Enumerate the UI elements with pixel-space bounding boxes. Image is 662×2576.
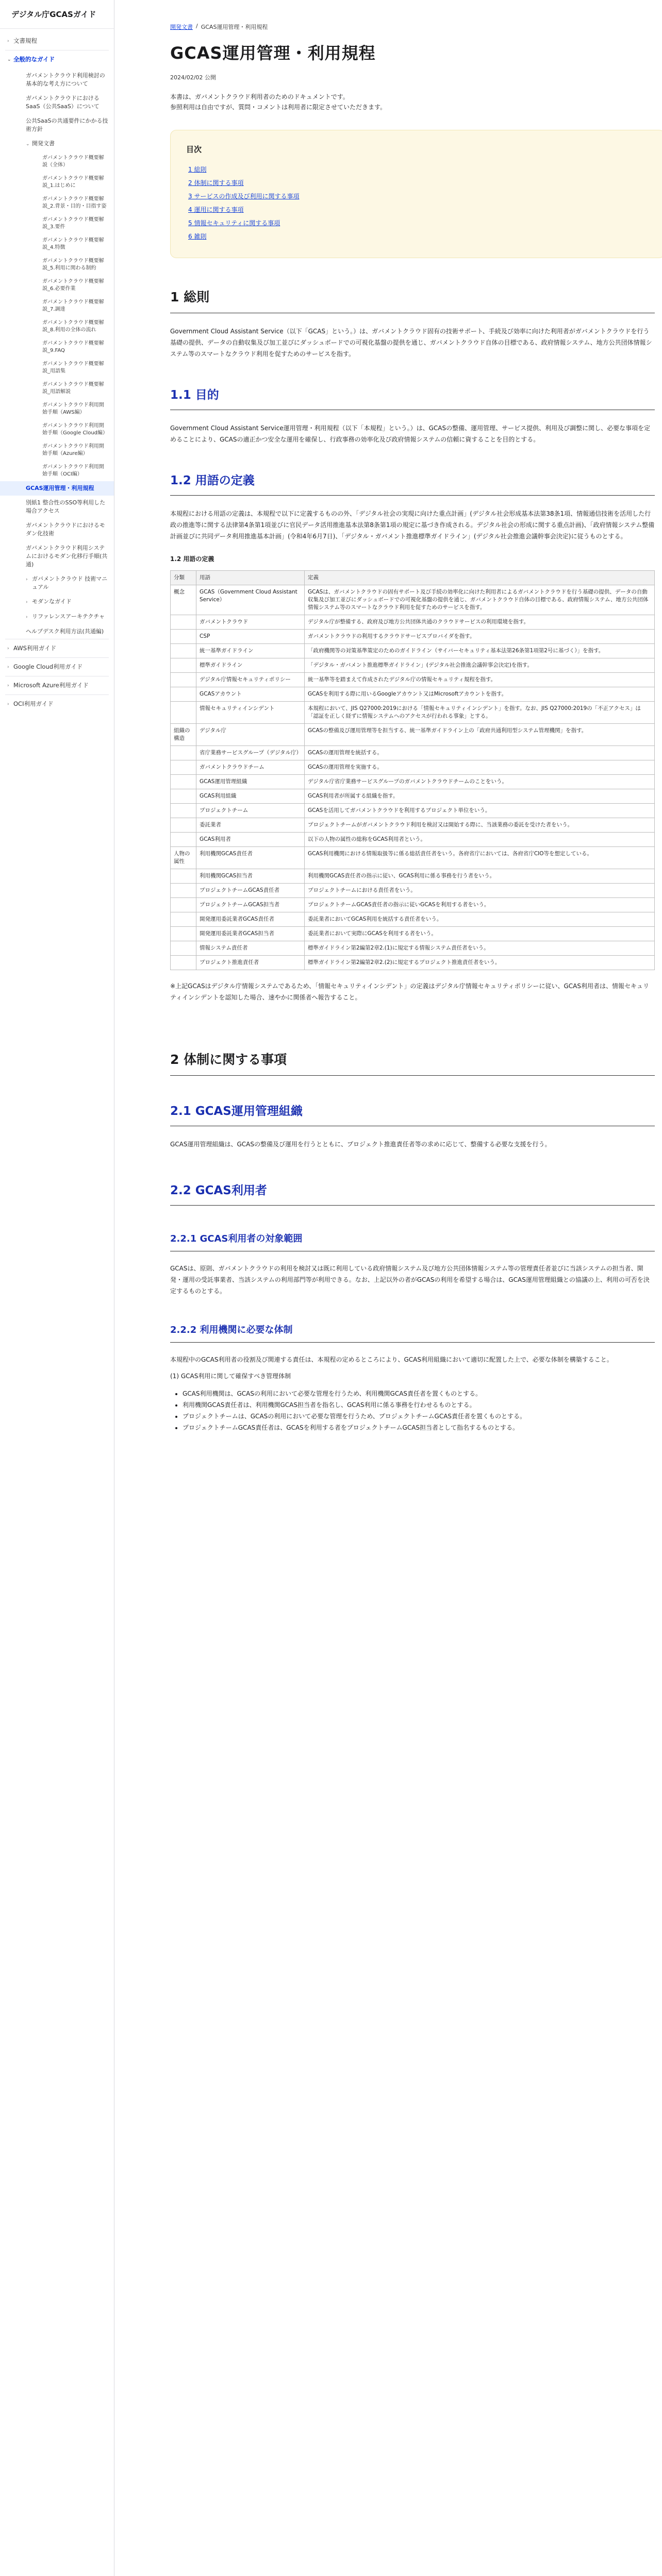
section-heading: 2.2 GCAS利用者 xyxy=(170,1181,655,1206)
definition-cell: 標準ガイドライン第2編第2章2.(1)に規定する情報システム責任者をいう。 xyxy=(305,941,655,956)
toc-link[interactable]: 3 サービスの作成及び利用に関する事項 xyxy=(188,193,300,200)
table-row xyxy=(171,615,655,630)
category-cell xyxy=(171,789,196,804)
chevron-right-icon: › xyxy=(26,577,28,582)
sidebar-item-label: ガバメントクラウド概要解説_5.利用に関わる制約 xyxy=(42,258,104,271)
sidebar-item[interactable] xyxy=(0,172,114,193)
definition-cell: 以下の人物の属性の総称をGCAS利用者という。 xyxy=(305,833,655,847)
sidebar-item[interactable] xyxy=(0,624,114,639)
definition-cell: 「デジタル・ガバメント推進標準ガイドライン」(デジタル社会推進会議幹事会決定)を指す。 xyxy=(305,658,655,673)
section-text: 本規程中のGCAS利用者の役割及び関連する責任は、本規程の定めるところにより、GCAS利用組織において適切に配置した上で、必要な体制を構築すること。 xyxy=(170,1356,613,1363)
table-row xyxy=(171,724,655,746)
term-cell: 情報システム責任者 xyxy=(196,941,305,956)
sidebar-item-label: ガバメントクラウド利用開始手順（Google Cloud編） xyxy=(42,423,108,436)
category-cell xyxy=(171,630,196,644)
sidebar-item[interactable] xyxy=(0,378,114,399)
main-content xyxy=(170,0,655,1433)
term-cell: GCAS利用者 xyxy=(196,833,305,847)
table-row xyxy=(171,673,655,687)
sidebar-item-label: ガバメントクラウドにおけるモダン化技術 xyxy=(26,522,105,537)
term-cell: デジタル庁 xyxy=(196,724,305,746)
term-cell: 開発運用委託業者GCAS責任者 xyxy=(196,912,305,927)
table-header: 定義 xyxy=(305,571,655,585)
sidebar-item-label: モダンなガイド xyxy=(32,598,72,605)
chevron-right-icon: › xyxy=(26,615,28,620)
bullet-list xyxy=(183,1388,655,1433)
definition-cell: GCASは、ガバメントクラウドの固有サポート及び手続の効率化に向けた利用者によるガバメントクラウドを行う基礎の提供、データの自動収集及び加工並びにダッシュボードでの可視化基盤の提供を通じ、ガバメントクラウド自体の目標である、政府情報システム、地方公共団体情報システム等のスマートなクラウド利用を促すためのサービスを指す。 xyxy=(305,585,655,615)
definition-cell: プロジェクトチームGCAS責任者の指示に従いGCASを利用する者をいう。 xyxy=(305,898,655,912)
sidebar-item[interactable] xyxy=(0,440,114,461)
definition-cell: GCAS利用機関における情報取扱等に係る総括責任者をいう。各府省庁においては、各府省庁CIO等を想定している。 xyxy=(305,847,655,869)
term-cell: CSP xyxy=(196,630,305,644)
table-row xyxy=(171,804,655,818)
section-heading: 2.1 GCAS運用管理組織 xyxy=(170,1101,655,1126)
table-row xyxy=(171,941,655,956)
table-row xyxy=(171,775,655,789)
sidebar-item-label: ガバメントクラウド利用システムにおけるモダン化移行手順(共通) xyxy=(26,545,108,568)
table-row xyxy=(171,789,655,804)
sidebar-item-label: ヘルプデスク利用方法(共通編) xyxy=(26,628,104,635)
category-cell xyxy=(171,658,196,673)
sidebar-item[interactable] xyxy=(0,69,114,91)
definition-cell: 委託業者において実際にGCASを利用する者をいう。 xyxy=(305,927,655,941)
table-note: ※上記GCASはデジタル庁情報システムであるため、「情報セキュリティインシデント」の定義はデジタル庁情報セキュリティポリシーに従い、GCAS利用者は、情報セキュリティインシデントを認知した場合、速やかに関係者へ報告すること。 xyxy=(170,982,650,1001)
definition-cell: ガバメントクラウドの利用するクラウドサービスプロバイダを指す。 xyxy=(305,630,655,644)
sidebar-item-label: Google Cloud利用ガイド xyxy=(13,663,83,670)
term-cell: GCASアカウント xyxy=(196,687,305,702)
sidebar-item-label: ガバメントクラウド概要解説_7.調達 xyxy=(42,299,104,312)
sidebar-item[interactable] xyxy=(0,151,114,172)
sidebar-item[interactable] xyxy=(0,639,114,657)
list-item: • GCAS利用機関は、GCASの利用において必要な管理を行うため、利用機関GCAS責任者を置くものとする。 xyxy=(183,1388,655,1399)
term-cell: プロジェクト推進責任者 xyxy=(196,956,305,970)
list-item: • プロジェクトチームGCAS責任者は、GCASを利用する者をプロジェクトチームGCAS担当者として指名するものとする。 xyxy=(183,1422,655,1433)
chevron-down-icon: ⌄ xyxy=(26,142,30,147)
table-header: 分類 xyxy=(171,571,196,585)
definition-cell: 統一基準等を踏まえて作成されたデジタル庁の情報セキュリティ規程を指す。 xyxy=(305,673,655,687)
toc-title: 目次 xyxy=(186,145,202,154)
list-intro: (1) GCAS利用に関して確保すべき管理体制 xyxy=(170,1372,291,1380)
sidebar-item[interactable] xyxy=(0,572,114,595)
table-row xyxy=(171,760,655,775)
section-text: GCAS運用管理組織は、GCASの整備及び運用を行うとともに、プロジェクト推進責任者等の求めに応じて、整備する必要な支援を行う。 xyxy=(170,1141,551,1148)
subsection-heading: 2.2.2 利用機関に必要な体制 xyxy=(170,1323,655,1343)
category-cell xyxy=(171,644,196,658)
category-cell: 人物の属性 xyxy=(171,847,196,869)
section-heading: 1.1 目的 xyxy=(170,385,655,410)
chevron-right-icon: › xyxy=(7,702,9,707)
table-row xyxy=(171,956,655,970)
table-row xyxy=(171,644,655,658)
sidebar-item[interactable] xyxy=(0,255,114,275)
sidebar-item-label: ガバメントクラウド概要解説_8.利用の全体の流れ xyxy=(42,320,104,333)
table-header: 用語 xyxy=(196,571,305,585)
term-cell: 利用機関GCAS担当者 xyxy=(196,869,305,884)
sidebar-item[interactable] xyxy=(0,399,114,419)
section-text: GCASは、原則、ガバメントクラウドの利用を検討又は既に利用している政府情報システム及び地方公共団体情報システム等の管理責任者並びに当該システムの担当者、開発・運用の受託事業者、当該システムの利用部門等が利用できる。なお、上記以外の者がGCASの利用を希望する場合は、GCAS運用管理組織との協議の上、利用の可否を決定するものとする。 xyxy=(170,1265,650,1295)
term-cell: GCAS（Government Cloud Assistant Service） xyxy=(196,585,305,615)
intro-text xyxy=(170,92,655,112)
category-cell xyxy=(171,775,196,789)
sidebar-item[interactable] xyxy=(0,91,114,114)
chevron-right-icon: › xyxy=(7,646,9,651)
term-cell: GCAS利用組織 xyxy=(196,789,305,804)
category-cell xyxy=(171,898,196,912)
term-cell: 情報セキュリティインシデント xyxy=(196,702,305,724)
definition-cell: GCASを利用する際に用いるGoogleアカウント又はMicrosoftアカウントを指す。 xyxy=(305,687,655,702)
publish-date: 2024/02/02 公開 xyxy=(170,74,216,81)
sidebar-item[interactable] xyxy=(0,337,114,358)
sidebar-item-label: ガバメントクラウド概要解説_2.背景・目的・目指す姿 xyxy=(42,196,107,209)
sidebar-item-label: ガバメントクラウド利用開始手順（OCI編） xyxy=(42,464,104,477)
list-item: • プロジェクトチームは、GCASの利用において必要な管理を行うため、プロジェクトチームGCAS責任者を置くものとする。 xyxy=(183,1411,655,1422)
definition-cell: GCASの運用管理を実施する。 xyxy=(305,760,655,775)
intro-line: 参照利用は自由ですが、質問・コメントは利用者に限定させていただきます。 xyxy=(170,104,387,111)
term-cell: プロジェクトチーム xyxy=(196,804,305,818)
toc-link[interactable]: 4 運用に関する事項 xyxy=(188,206,244,213)
definition-cell: GCASを活用してガバメントクラウドを利用するプロジェクト単位をいう。 xyxy=(305,804,655,818)
sidebar-item-label: 全般的なガイド xyxy=(13,56,55,63)
table-row xyxy=(171,927,655,941)
sidebar-item[interactable] xyxy=(0,213,114,234)
sidebar-item[interactable] xyxy=(0,358,114,378)
definition-cell: 利用機関GCAS責任者の指示に従い、GCAS利用に係る事務を行う者をいう。 xyxy=(305,869,655,884)
chevron-right-icon: › xyxy=(7,683,9,688)
table-row xyxy=(171,746,655,760)
term-cell: ガバメントクラウドチーム xyxy=(196,760,305,775)
category-cell xyxy=(171,673,196,687)
sidebar-item-label: 公共SaaSの共通要件にかかる技術方針 xyxy=(26,117,108,132)
list-item: • 利用機関GCAS責任者は、利用機関GCAS担当者を指名し、GCAS利用に係る事務を行わせるものとする。 xyxy=(183,1399,655,1411)
page-title: GCAS運用管理・利用規程 xyxy=(170,43,376,63)
chevron-right-icon: › xyxy=(26,600,28,605)
section-heading: 1 総則 xyxy=(170,287,655,313)
definition-cell: 本規程において、JIS Q27000:2019における「情報セキュリティインシデント」を指す。なお、JIS Q27000:2019の「不正アクセス」は「認証を正しく経ずに情報システムへのアクセスが行われる事象」とする。 xyxy=(305,702,655,724)
sidebar-item[interactable] xyxy=(0,137,114,151)
definitions-table xyxy=(170,570,655,970)
sidebar-item-label: ガバメントクラウド概要解説_3.要件 xyxy=(42,217,104,230)
definition-cell: デジタル庁が整備する、政府及び地方公共団体共通のクラウドサービスの利用環境を指す。 xyxy=(305,615,655,630)
sidebar-item[interactable] xyxy=(0,595,114,609)
sidebar-item-label: Microsoft Azure利用ガイド xyxy=(13,682,89,689)
category-cell xyxy=(171,912,196,927)
term-cell: 統一基準ガイドライン xyxy=(196,644,305,658)
sidebar-item-label: ガバメントクラウド 技術マニュアル xyxy=(32,575,108,590)
sidebar-item[interactable] xyxy=(0,316,114,337)
toc-link[interactable]: 6 雑則 xyxy=(188,233,207,240)
sidebar-item[interactable] xyxy=(0,658,114,676)
section-text: Government Cloud Assistant Service（以下「GCAS」という。）は、ガバメントクラウド固有の技術サポート、手続及び効率に向けた利用者がガバメントクラウドを行う基礎の提供、データの自動収集及び加工並びにダッシュボードでの可視化基盤の提供を通じ、ガバメントクラウド自体の目標である、政府情報システム、地方公共団体情報システム等のスマートなクラウド利用を促すためのサービスを指す。 xyxy=(170,328,652,358)
term-cell: ガバメントクラウド xyxy=(196,615,305,630)
breadcrumb xyxy=(170,0,655,31)
sidebar-item-label: OCI利用ガイド xyxy=(13,700,54,707)
category-cell xyxy=(171,927,196,941)
toc-link[interactable]: 5 情報セキュリティに関する事項 xyxy=(188,219,280,227)
table-row xyxy=(171,898,655,912)
sidebar-item-label: GCAS運用管理・利用規程 xyxy=(26,485,94,492)
section-text: 本規程における用語の定義は、本規程で以下に定義するものの外、「デジタル社会の実現に向けた重点計画」(デジタル社会形成基本法第38条1項、情報通信技術を活用した行政の推進等に関する法律第4条第1項並びに官民データ活用推進基本法第8条第1項の規定に基づき作成される。デジタル社会の形成に関する重点計画)、「政府情報システム整備計画並びに共同データ利用推進基本計画」(令和4年6月7日)、「デジタル・ガバメント推進標準ガイドライン」(デジタル社会推進会議幹事会決定)に従うものとする。 xyxy=(170,510,655,540)
term-cell: 標準ガイドライン xyxy=(196,658,305,673)
table-row xyxy=(171,658,655,673)
sidebar-item-label: リファレンスアーキテクチャ xyxy=(32,613,105,620)
sidebar-nav xyxy=(0,29,114,713)
sidebar-item-label: AWS利用ガイド xyxy=(13,645,57,652)
definition-cell: 委託業者においてGCAS利用を統括する責任者をいう。 xyxy=(305,912,655,927)
sidebar-item-label: ガバメントクラウド利用開始手順（Azure編） xyxy=(42,444,104,456)
definition-cell: GCASの運用管理を統括する。 xyxy=(305,746,655,760)
category-cell xyxy=(171,687,196,702)
sidebar-item-label: ガバメントクラウド利用開始手順（AWS編） xyxy=(42,402,104,415)
category-cell xyxy=(171,818,196,833)
table-row xyxy=(171,585,655,615)
term-cell: プロジェクトチームGCAS責任者 xyxy=(196,884,305,898)
category-cell xyxy=(171,760,196,775)
definition-cell: デジタル庁省庁業務サービスグループのガバメントクラウドチームのことをいう。 xyxy=(305,775,655,789)
sidebar-item-label: ガバメントクラウド概要解説_9.FAQ xyxy=(42,341,104,353)
category-cell xyxy=(171,702,196,724)
sidebar-item-label: ガバメントクラウド概要解説（全体） xyxy=(42,155,104,168)
table-row xyxy=(171,702,655,724)
category-cell xyxy=(171,804,196,818)
site-title[interactable]: デジタル庁GCASガイド xyxy=(0,0,114,29)
section-heading: 1.2 用語の定義 xyxy=(170,471,655,496)
table-row xyxy=(171,912,655,927)
sidebar-item[interactable] xyxy=(0,496,114,518)
sidebar-item[interactable] xyxy=(0,32,114,50)
definition-cell: 「政府機関等の対策基準策定のためのガイドライン（サイバーセキュリティ基本法第26条第1項第2号に基づく）」を指す。 xyxy=(305,644,655,658)
sidebar-item[interactable] xyxy=(0,114,114,137)
table-row xyxy=(171,833,655,847)
term-cell: プロジェクトチームGCAS担当者 xyxy=(196,898,305,912)
table-row xyxy=(171,884,655,898)
category-cell xyxy=(171,941,196,956)
sidebar-item[interactable] xyxy=(0,234,114,255)
table-caption: 1.2 用語の定義 xyxy=(170,555,214,563)
category-cell: 概念 xyxy=(171,585,196,615)
definition-cell: プロジェクトチームにおける責任者をいう。 xyxy=(305,884,655,898)
sidebar-item-label: 文書規程 xyxy=(13,37,37,44)
sidebar-item[interactable] xyxy=(0,461,114,481)
breadcrumb-separator: / xyxy=(196,23,198,29)
sidebar xyxy=(0,0,114,2576)
chevron-right-icon: › xyxy=(7,39,9,44)
category-cell xyxy=(171,884,196,898)
category-cell: 組織の構造 xyxy=(171,724,196,746)
sidebar-item-label: ガバメントクラウド概要解説_4.特徴 xyxy=(42,238,104,250)
term-cell: 開発運用委託業者GCAS担当者 xyxy=(196,927,305,941)
term-cell: デジタル庁情報セキュリティポリシー xyxy=(196,673,305,687)
category-cell xyxy=(171,615,196,630)
sidebar-item[interactable] xyxy=(0,676,114,694)
sidebar-item-label: ガバメントクラウド概要解説_用語解説 xyxy=(42,382,104,395)
sidebar-item[interactable] xyxy=(0,695,114,713)
sidebar-item-label: 別紙1 整合性のSSO等利用した場合アクセス xyxy=(26,499,106,514)
sidebar-item-label: ガバメントクラウド概要解説_用語集 xyxy=(42,361,104,374)
intro-line: 本書は、ガバメントクラウド利用者のためのドキュメントです。 xyxy=(170,93,349,100)
table-row xyxy=(171,818,655,833)
sidebar-item[interactable] xyxy=(0,481,114,496)
section-heading: 2 体制に関する事項 xyxy=(170,1049,655,1076)
sidebar-item[interactable] xyxy=(0,609,114,624)
category-cell xyxy=(171,956,196,970)
toc-link[interactable]: 1 総則 xyxy=(188,166,207,173)
sidebar-item-label: 開発文書 xyxy=(32,140,55,147)
sidebar-item-label: ガバメントクラウド利用検討の基本的な考え方について xyxy=(26,72,105,87)
term-cell: 利用機関GCAS責任者 xyxy=(196,847,305,869)
definition-cell: 標準ガイドライン第2編第2章2.(2)に規定するプロジェクト推進責任者をいう。 xyxy=(305,956,655,970)
chevron-down-icon: ⌄ xyxy=(7,57,11,62)
term-cell: GCAS運用管理組織 xyxy=(196,775,305,789)
term-cell: 省庁業務サービスグループ（デジタル庁） xyxy=(196,746,305,760)
table-row xyxy=(171,847,655,869)
sidebar-item-label: ガバメントクラウド概要解説_6.必要作業 xyxy=(42,279,104,292)
definition-cell: プロジェクトチームがガバメントクラウド利用を検討又は開始する際に、当該業務の委託を受けた者をいう。 xyxy=(305,818,655,833)
section-text: Government Cloud Assistant Service運用管理・利用規程（以下「本規程」という。）は、GCASの整備、運用管理、サービス提供、利用及び調整に関し、必要な事項を定めることにより、GCASの適正かつ安全な運用を確保し、行政事務の効率化及び政府情報システムの信頼に資することを目的とする。 xyxy=(170,425,651,443)
sidebar-item[interactable] xyxy=(0,518,114,541)
sidebar-item-label: ガバメントクラウド概要解説_1.はじめに xyxy=(42,176,104,189)
sidebar-item[interactable] xyxy=(0,193,114,213)
table-of-contents xyxy=(170,130,662,258)
sidebar-item[interactable] xyxy=(0,541,114,572)
category-cell xyxy=(171,833,196,847)
breadcrumb-current: GCAS運用管理・利用規程 xyxy=(201,24,268,30)
sidebar-item-label: ガバメントクラウドにおけるSaaS（公共SaaS）について xyxy=(26,95,100,110)
definition-cell: GCASの整備及び運用管理等を担当する、統一基準ガイドライン上の「政府共通利用型システム管理機関」を指す。 xyxy=(305,724,655,746)
chevron-right-icon: › xyxy=(7,665,9,670)
term-cell: 委託業者 xyxy=(196,818,305,833)
table-row xyxy=(171,630,655,644)
toc-link[interactable]: 2 体制に関する事項 xyxy=(188,179,244,187)
table-row xyxy=(171,687,655,702)
sidebar-item[interactable] xyxy=(0,296,114,316)
category-cell xyxy=(171,869,196,884)
sidebar-item[interactable] xyxy=(0,419,114,440)
sidebar-item[interactable] xyxy=(0,50,114,69)
category-cell xyxy=(171,746,196,760)
definition-cell: GCAS利用者が所属する組織を指す。 xyxy=(305,789,655,804)
sidebar-item[interactable] xyxy=(0,275,114,296)
breadcrumb-link[interactable]: 開発文書 xyxy=(170,24,193,30)
subsection-heading: 2.2.1 GCAS利用者の対象範囲 xyxy=(170,1231,655,1251)
table-row xyxy=(171,869,655,884)
